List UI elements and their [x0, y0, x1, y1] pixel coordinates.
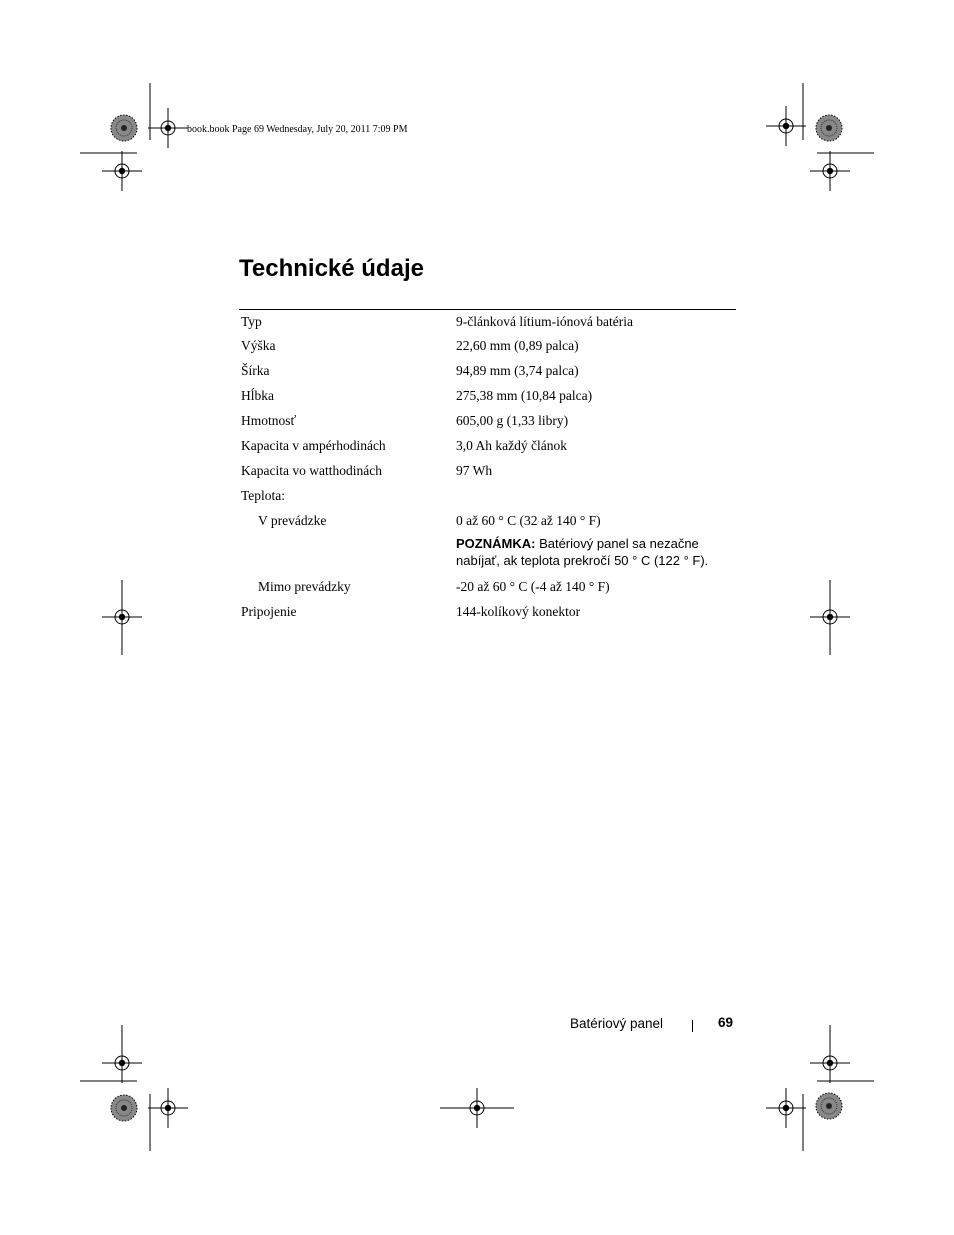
spec-label: Pripojenie [241, 604, 297, 619]
starburst-mark-top-right [816, 115, 842, 141]
spec-label: Šírka [241, 363, 270, 378]
starburst-mark-bottom-right [816, 1093, 842, 1119]
registration-target-bottom-left-b [148, 1088, 188, 1128]
spec-value: 605,00 g (1,33 libry) [456, 413, 569, 428]
spec-label: Kapacita v ampérhodinách [241, 438, 386, 453]
footer-section-title: Batériový panel [570, 1016, 664, 1031]
starburst-mark-top-left [111, 115, 137, 141]
spec-label: Teplota: [241, 488, 286, 503]
spec-value: 9-článková lítium-iónová batéria [456, 314, 633, 329]
spec-value: 3,0 Ah každý článok [456, 438, 567, 453]
title-rule [239, 309, 736, 310]
spec-value: 144-kolíkový konektor [456, 604, 581, 619]
spec-label: Mimo prevádzky [258, 579, 351, 594]
spec-label: Hĺbka [241, 388, 274, 403]
footer-separator [692, 1020, 693, 1032]
note-text-line2: nabíjať, ak teplota prekročí 50 ° C (122 ° F). [456, 553, 709, 568]
print-header-meta: book.book Page 69 Wednesday, July 20, 2011 7:09 PM [187, 124, 408, 135]
note-label: POZNÁMKA: [456, 536, 536, 551]
spec-value: 94,89 mm (3,74 palca) [456, 363, 579, 378]
spec-value: 22,60 mm (0,89 palca) [456, 338, 579, 353]
spec-value: 0 až 60 ° C (32 až 140 ° F) [456, 513, 601, 528]
registration-target-top-right-a [766, 106, 806, 146]
registration-target-top-left-a [148, 108, 188, 148]
spec-label: Typ [241, 314, 262, 329]
starburst-mark-bottom-left [111, 1095, 137, 1121]
note-box [456, 535, 746, 569]
spec-value: -20 až 60 ° C (-4 až 140 ° F) [456, 579, 610, 594]
page-number: 69 [718, 1015, 734, 1030]
registration-target-top-left-b [102, 151, 142, 191]
spec-label: Kapacita vo watthodinách [241, 463, 382, 478]
spec-value: 97 Wh [456, 463, 493, 478]
page-title: Technické údaje [239, 255, 424, 282]
spec-label: Výška [241, 338, 276, 353]
spec-value: 275,38 mm (10,84 palca) [456, 388, 593, 403]
registration-target-top-right-b [810, 151, 850, 191]
registration-target-bottom-right-b [766, 1088, 806, 1128]
spec-label: Hmotnosť [241, 413, 297, 428]
note-text-line1: Batériový panel sa nezačne [539, 536, 699, 551]
spec-label: V prevádzke [258, 513, 327, 528]
